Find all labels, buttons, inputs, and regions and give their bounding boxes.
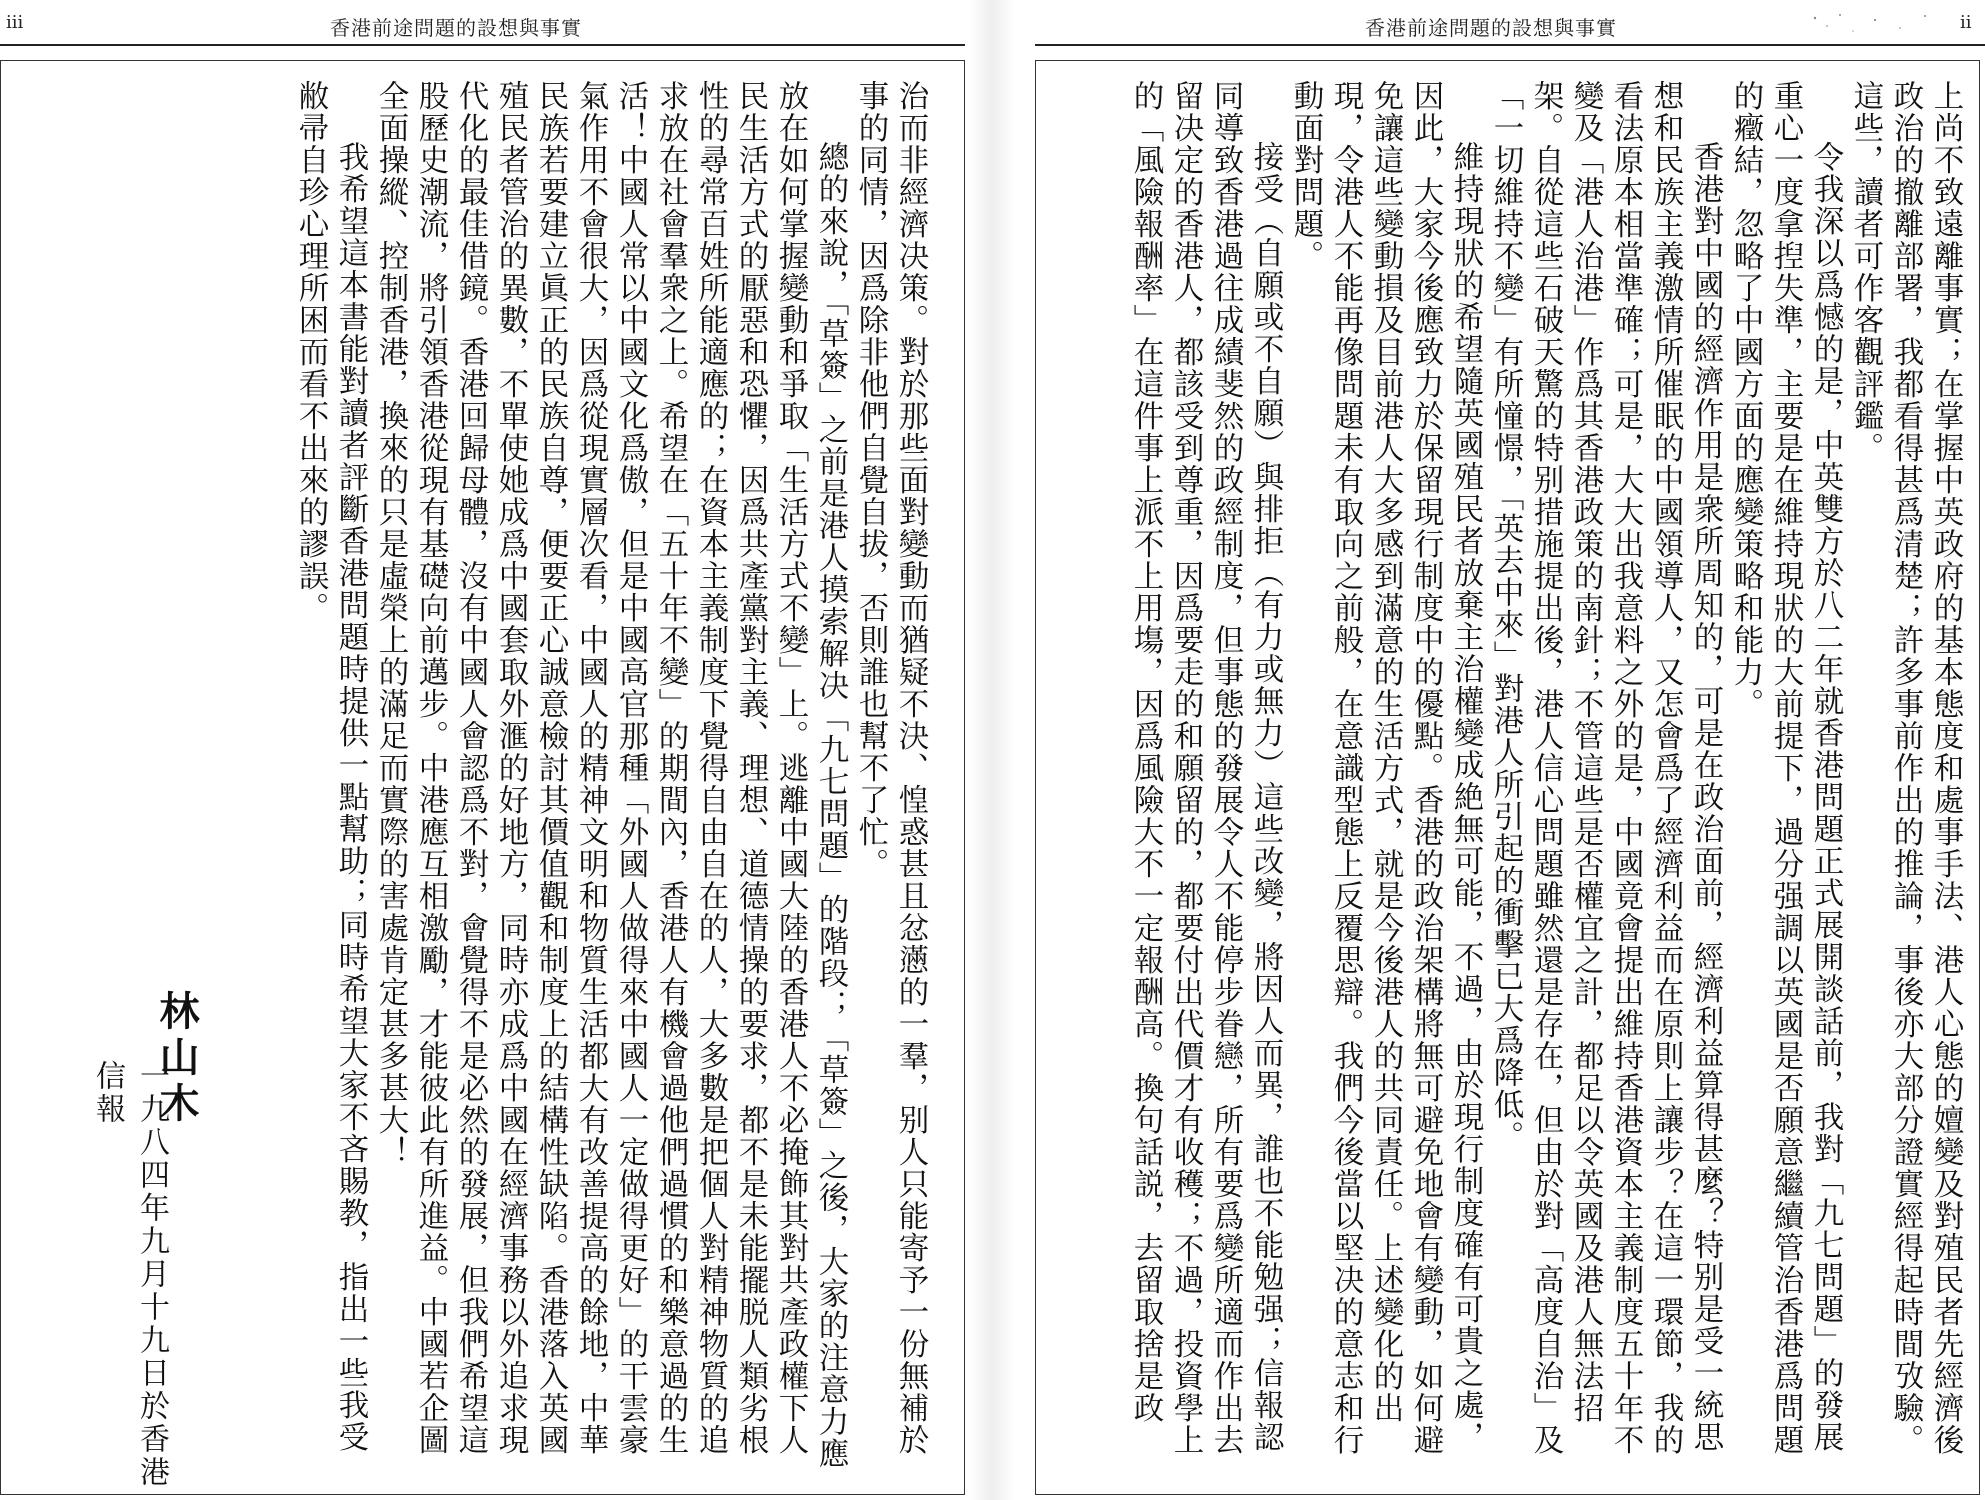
left-paragraph: 治而非經濟决策。對於那些面對變動而猶疑不決、惶惑甚且忿懣的一羣，别人只能寄予一份無補於事的同情，因爲除非他們自覺自拔，否則誰也幫不了忙。 — [853, 80, 928, 1456]
right-paragraph: 上尚不致遠離事實；在掌握中英政府的基本態度和處事手法、港人心態的嬗變及對殖民者先經濟後政治的撤離部署，我都看得甚爲清楚；許多事前作出的推論，事後亦大部分證實經得起時間攷驗。這些，讀者可作客觀評鑑。 — [1848, 80, 1963, 1456]
right-paragraph: 維持現狀的希望隨英國殖民者放棄主治權變成絶無可能，不過，由於現行制度確有可貴之處，因此，大家今後應致力於保留現行制度中的優點。香港的政治架構將無可避免地會有變動，如何避免讓這些變動損及目前港人大多感到滿意的生活方式，就是今後港人的共同責任。上述變化的出現，令港人不能再像問題未有取向之前般，在意識型態上反覆思辯。我們今後當以堅决的意志和行動面對問題。 — [1288, 80, 1483, 1456]
right-page-number: ii — [1960, 12, 1972, 33]
book-gutter — [970, 0, 1015, 1500]
right-paragraph: 接受（自願或不自願）與排拒（有力或無力）這些改變，將因人而異，誰也不能勉强；信報認同導致香港過往成績斐然的政經制度，但事態的發展令人不能停步眷戀，所有要爲變所適而作出去留决定的香港人，都該受到尊重，因爲要走的和願留的，都要付出代價才有收穫；不過，投資學上的「風險報酬率」在這件事上派不上用塲，因爲風險大不一定報酬高。換句話説，去留取捨是政 — [1128, 80, 1283, 1456]
right-paragraph: 香港對中國的經濟作用是衆所周知的，可是在政治面前，經濟利益算得甚麼？特别是受一統思想和民族主義激情所催眠的中國領導人，又怎會爲了經濟利益而在原則上讓步？在這一環節，我的看法原本相當準確；可是，大大出我意料之外的是，中國竟會提出維持香港資本主義制度五十年不變及「港人治港」作爲其香港政策的南針；不管這些是否權宜之計，都足以令英國及港人無法招架。自從這些石破天驚的特别措施提出後，港人信心問題雖然還是存在，但由於對「高度自治」及「一切維持不變」有所憧憬，「英去中來」對港人所引起的衝擊已大爲降低。 — [1488, 80, 1723, 1456]
right-running-head: 香港前途問題的設想與事實 — [1365, 16, 1617, 40]
right-page — [1015, 0, 1985, 1500]
author-signature: 林山木 — [153, 990, 199, 1128]
signature-date: 一九八四年九月十九日於香港信報 — [90, 1060, 169, 1489]
left-page — [0, 0, 970, 1500]
left-header-rule — [0, 44, 965, 46]
scan-noise-specks — [1805, 6, 1955, 46]
left-body-text — [215, 80, 930, 1470]
left-paragraph: 我希望這本書能對讀者評斷香港問題時提供一點幫助；同時希望大家不吝賜教，指出一些我受敝帚自珍心理所困而看不出來的謬誤。 — [293, 80, 368, 1453]
left-page-number: iii — [6, 12, 24, 33]
right-body-text — [1055, 80, 1965, 1470]
right-header-rule — [1035, 44, 1985, 46]
right-paragraph: 令我深以爲憾的是，中英雙方於八二年就香港問題正式展開談話前，我對「九七問題」的發展重心一度拿揑失準，主要是在維持現狀的大前提下，過分强調以英國是否願意繼續管治香港爲問題的癥結，忽略了中國方面的應變策略和能力。 — [1728, 80, 1843, 1456]
left-running-head: 香港前途問題的設想與事實 — [330, 16, 582, 40]
left-paragraph: 總的來說，「草簽」之前是港人摸索解决「九七問題」的階段；「草簽」之後，大家的注意力應放在如何掌握變動和爭取「生活方式不變」上。逃離中國大陸的香港人不必掩飾其對共產政權下人民生活方式的厭惡和恐懼，因爲共產黨對主義、理想、道德情操的要求，都不是未能擺脱人類劣根性的尋常百姓所能適應的；在資本主義制度下覺得自由自在的人，大多數是把個人對精神物質的追求放在社會羣衆之上。希望在「五十年不變」的期間內，香港人有機會過他們過慣的和樂意過的生活！中國人常以中國文化爲傲，但是中國高官那種「外國人做得來中國人一定做得更好」的干雲豪氣作用不會很大，因爲從現實層次看，中國人的精神文明和物質生活都大有改善提高的餘地，中華民族若要建立眞正的民族自尊，便要正心誠意檢討其價值觀和制度上的結構性缺陷。香港落入英國殖民者管治的異數，不單使她成爲中國套取外滙的好地方，同時亦成爲中國在經濟事務以外追求現代化的最佳借鏡。香港回歸母體，沒有中國人會認爲不對，會覺得不是必然的發展，但我們希望這股歷史潮流，將引領香港從現有基礎向前邁步。中港應互相激勵，才能彼此有所進益。中國若企圖全面操縱、控制香港，換來的只是虛榮上的滿足而實際的害處肯定甚多甚大！ — [373, 80, 848, 1470]
